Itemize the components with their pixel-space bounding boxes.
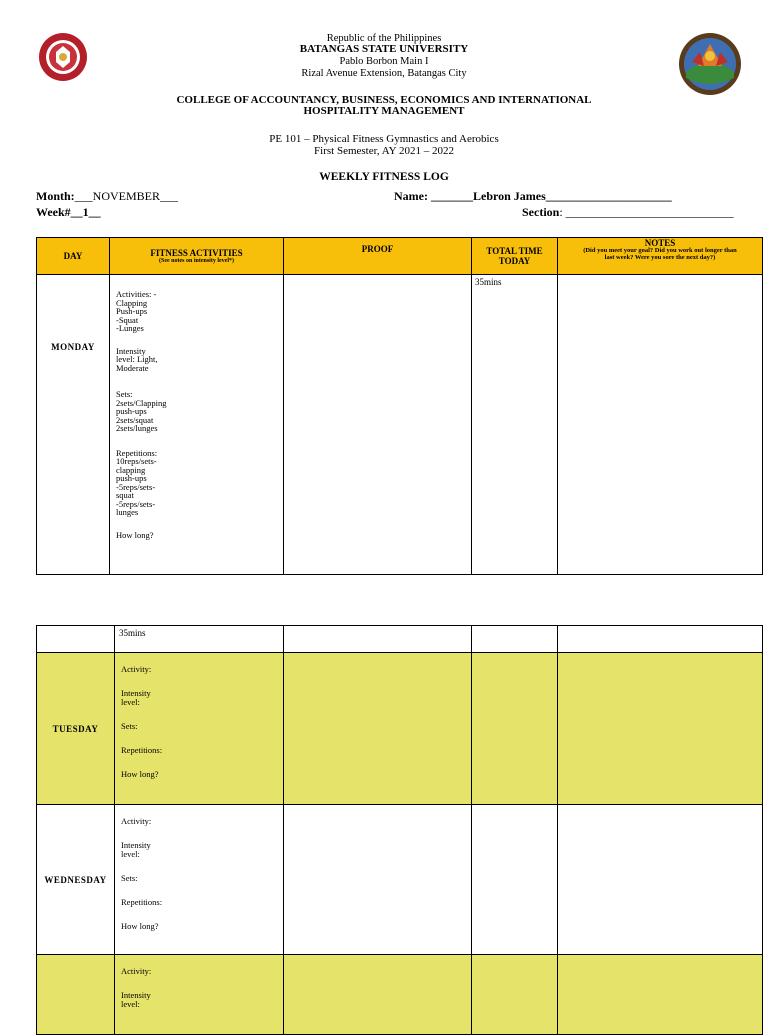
wednesday-notes-cell <box>558 805 763 955</box>
thursday-time-cell <box>472 955 558 1035</box>
carryover-notes-cell <box>558 626 763 653</box>
tuesday-activities-cell <box>115 653 284 805</box>
monday-sets <box>116 389 167 433</box>
carryover-activities-cell <box>115 626 284 653</box>
monday-time-value: 35mins <box>475 277 502 287</box>
header-address: Rizal Avenue Extension, Batangas City <box>301 68 467 79</box>
monday-time-cell <box>472 275 558 575</box>
monday-activities-cell <box>110 275 284 575</box>
col-header-day: DAY <box>37 238 110 275</box>
table-row-thursday <box>37 955 763 1035</box>
thursday-notes-cell <box>558 955 763 1035</box>
tuesday-notes-cell <box>558 653 763 805</box>
monday-sets-1: Sets: 2sets/Clapping push-ups <box>116 389 167 416</box>
thursday-intensity-label: Intensity level: <box>121 990 151 1009</box>
day-monday: MONDAY <box>37 275 110 575</box>
month-value: ___NOVEMBER___ <box>74 189 179 203</box>
thursday-activities-cell <box>115 955 284 1035</box>
tuesday-time-cell <box>472 653 558 805</box>
monday-how-long: How long? <box>116 529 154 540</box>
monday-reps-2: -5reps/sets-squat <box>116 481 156 500</box>
fitness-log-table-page2 <box>36 625 763 1035</box>
carryover-time-cell <box>472 626 558 653</box>
table-row-monday <box>37 275 763 575</box>
section-value: : ____________________________ <box>559 205 734 219</box>
monday-proof-cell <box>284 275 472 575</box>
thursday-day-cell <box>37 955 115 1035</box>
tuesday-activity-label: Activity: <box>121 664 152 674</box>
tuesday-intensity-label: Intensity level: <box>121 688 151 707</box>
col-header-activities-sub: (See notes on intensity level*) <box>159 258 234 264</box>
day-wednesday: WEDNESDAY <box>37 805 115 955</box>
wednesday-reps-label: Repetitions: <box>121 897 163 907</box>
day-tuesday: TUESDAY <box>37 653 115 805</box>
month-label: Month: <box>36 189 75 203</box>
col-header-notes-label: NOTES <box>644 238 676 248</box>
week-label: Week# <box>36 205 71 219</box>
monday-sets-2: 2sets/squat <box>116 414 154 425</box>
section-label: Section <box>522 205 560 219</box>
monday-sets-3: 2sets/lunges <box>116 423 158 433</box>
monday-intensity: Intensity level: Light, Moderate <box>116 345 158 373</box>
col-header-activities-label: FITNESS ACTIVITIES <box>150 248 243 258</box>
header-republic: Republic of the Philippines <box>326 33 442 44</box>
monday-notes-cell <box>558 275 763 575</box>
carryover-time-value: 35mins <box>119 628 146 638</box>
monday-activity-3: -Lunges <box>116 323 144 333</box>
monday-activity-1: Activities: -Clapping Push-ups <box>116 289 157 316</box>
tuesday-sets-label: Sets: <box>121 721 138 731</box>
header-semester: First Semester, AY 2021 – 2022 <box>314 145 454 157</box>
wednesday-time-cell <box>472 805 558 955</box>
page-title: WEEKLY FITNESS LOG <box>319 171 449 183</box>
wednesday-activity-label: Activity: <box>121 816 152 826</box>
header-university: BATANGAS STATE UNIVERSITY <box>299 43 469 55</box>
monday-reps <box>116 449 162 517</box>
monday-reps-1: Repetitions: 10reps/sets-clapping push-ups <box>116 447 158 483</box>
header-course: PE 101 – Physical Fitness Gymnastics and Aerobics <box>269 133 499 145</box>
name-field <box>394 189 672 204</box>
monday-activity-2: -Squat <box>116 314 139 325</box>
wednesday-proof-cell <box>284 805 472 955</box>
monday-reps-3: -5reps/sets-lunges <box>116 498 156 517</box>
wednesday-sets-label: Sets: <box>121 873 138 883</box>
tuesday-how-long-label: How long? <box>121 769 159 779</box>
fitness-log-table-page1 <box>36 237 763 575</box>
col-header-notes-sub: (Did you meet your goal? Did you work out longer than last week? Were you sore the next day?) <box>583 247 737 261</box>
name-label: Name: <box>394 189 428 203</box>
name-value: _______Lebron James_____________________ <box>430 189 672 203</box>
header-campus: Pablo Borbon Main I <box>339 56 429 67</box>
monday-activities <box>116 290 162 333</box>
carryover-proof-cell <box>284 626 472 653</box>
tuesday-reps-label: Repetitions: <box>121 745 163 755</box>
wednesday-how-long-label: How long? <box>121 921 159 931</box>
wednesday-intensity-label: Intensity level: <box>121 840 151 859</box>
month-field <box>36 189 178 204</box>
col-header-time: TOTAL TIME TODAY <box>472 238 558 275</box>
week-value: __1__ <box>70 205 101 219</box>
table-row-tuesday <box>37 653 763 805</box>
carryover-day-cell <box>37 626 115 653</box>
col-header-proof: PROOF <box>284 238 472 275</box>
thursday-proof-cell <box>284 955 472 1035</box>
header-college-line2: HOSPITALITY MANAGEMENT <box>303 105 465 117</box>
section-field <box>522 205 734 220</box>
thursday-activity-label: Activity: <box>121 966 152 976</box>
week-field <box>36 205 101 220</box>
table-row-carryover <box>37 626 763 653</box>
col-header-notes <box>558 238 763 275</box>
header-college-line1: COLLEGE OF ACCOUNTANCY, BUSINESS, ECONOMICS AND INTERNATIONAL <box>176 94 592 106</box>
tuesday-proof-cell <box>284 653 472 805</box>
col-header-activities <box>110 238 284 275</box>
wednesday-activities-cell <box>115 805 284 955</box>
table-row-wednesday <box>37 805 763 955</box>
